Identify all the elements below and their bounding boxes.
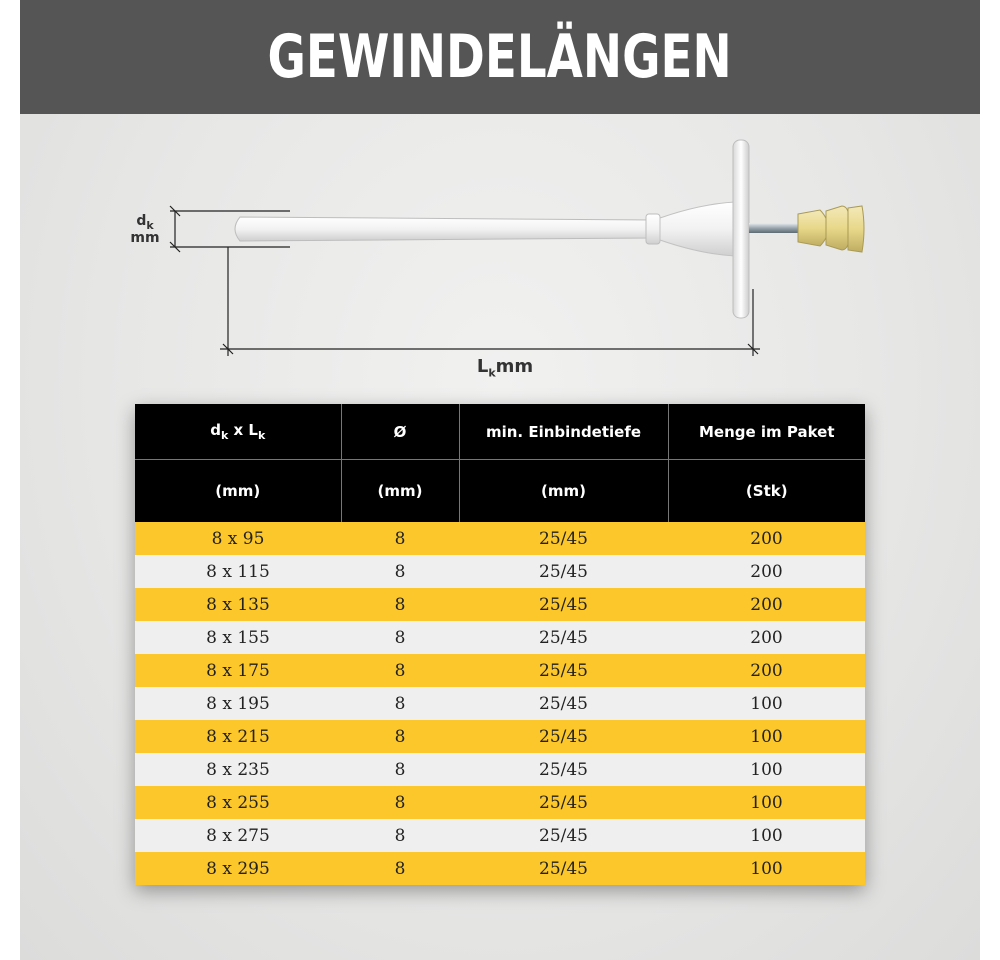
- cell-size: 8 x 295: [135, 852, 341, 885]
- table-row: [135, 819, 865, 852]
- cell-size: 8 x 115: [135, 555, 341, 588]
- cell-diameter: 8: [341, 852, 459, 885]
- cell-embedment: 25/45: [459, 753, 668, 786]
- table-row: [135, 720, 865, 753]
- unit-quantity: (Stk): [668, 460, 865, 523]
- cell-embedment: 25/45: [459, 819, 668, 852]
- lk-dimension-label: [460, 358, 550, 379]
- header-size: $d_k$ x $L_k$: [135, 404, 341, 460]
- unit-embedment: (mm): [459, 460, 668, 523]
- cell-embedment: 25/45: [459, 786, 668, 819]
- cell-quantity: 200: [668, 588, 865, 621]
- lk-label-unit: mm: [495, 356, 534, 377]
- unit-diameter: (mm): [341, 460, 459, 523]
- cell-quantity: 200: [668, 654, 865, 687]
- cell-diameter: 8: [341, 687, 459, 720]
- cell-size: 8 x 195: [135, 687, 341, 720]
- table-row: [135, 852, 865, 885]
- cell-quantity: 100: [668, 687, 865, 720]
- cell-diameter: 8: [341, 621, 459, 654]
- dk-label-main: d: [136, 213, 147, 229]
- table-row: [135, 786, 865, 819]
- dowel-diagram: [20, 114, 980, 394]
- cell-quantity: 100: [668, 819, 865, 852]
- cell-embedment: 25/45: [459, 720, 668, 753]
- cell-diameter: 8: [341, 720, 459, 753]
- cell-diameter: 8: [341, 555, 459, 588]
- cell-quantity: 100: [668, 852, 865, 885]
- lk-label-sub: k: [488, 366, 496, 380]
- cell-quantity: 100: [668, 786, 865, 819]
- table-body: [135, 522, 865, 885]
- table-unit-row: [135, 460, 865, 523]
- cell-quantity: 100: [668, 720, 865, 753]
- cell-embedment: 25/45: [459, 687, 668, 720]
- table-row: [135, 687, 865, 720]
- lk-label-main: L: [476, 356, 489, 377]
- cell-diameter: 8: [341, 588, 459, 621]
- cell-diameter: 8: [341, 819, 459, 852]
- cell-embedment: 25/45: [459, 852, 668, 885]
- dk-label-sub: k: [146, 218, 154, 232]
- table-row: [135, 588, 865, 621]
- cell-diameter: 8: [341, 522, 459, 555]
- cell-size: 8 x 175: [135, 654, 341, 687]
- cell-embedment: 25/45: [459, 555, 668, 588]
- cell-size: 8 x 135: [135, 588, 341, 621]
- cell-size: 8 x 255: [135, 786, 341, 819]
- dowel-illustration: [20, 114, 980, 394]
- page-panel: [20, 0, 980, 960]
- cell-size: 8 x 155: [135, 621, 341, 654]
- cell-size: 8 x 275: [135, 819, 341, 852]
- cell-diameter: 8: [341, 753, 459, 786]
- cell-embedment: 25/45: [459, 654, 668, 687]
- dk-label-unit: mm: [130, 229, 160, 246]
- cell-size: 8 x 95: [135, 522, 341, 555]
- header-diameter: Ø: [341, 404, 459, 460]
- table-row: [135, 654, 865, 687]
- header-embedment: min. Einbindetiefe: [459, 404, 668, 460]
- cell-diameter: 8: [341, 786, 459, 819]
- cell-quantity: 200: [668, 621, 865, 654]
- page-title: GEWINDELÄNGEN: [267, 22, 733, 92]
- unit-size: (mm): [135, 460, 341, 523]
- table-row: [135, 753, 865, 786]
- cell-embedment: 25/45: [459, 522, 668, 555]
- dk-dimension-label: [125, 214, 165, 245]
- cell-embedment: 25/45: [459, 588, 668, 621]
- cell-quantity: 200: [668, 555, 865, 588]
- table-row: [135, 555, 865, 588]
- cell-quantity: 100: [668, 753, 865, 786]
- table-header-row: [135, 404, 865, 460]
- header-quantity: Menge im Paket: [668, 404, 865, 460]
- size-table: [135, 404, 865, 885]
- cell-diameter: 8: [341, 654, 459, 687]
- table-row: [135, 621, 865, 654]
- cell-quantity: 200: [668, 522, 865, 555]
- size-table-container: [135, 404, 865, 885]
- cell-embedment: 25/45: [459, 621, 668, 654]
- table-row: [135, 522, 865, 555]
- cell-size: 8 x 215: [135, 720, 341, 753]
- cell-size: 8 x 235: [135, 753, 341, 786]
- title-banner: [20, 0, 980, 114]
